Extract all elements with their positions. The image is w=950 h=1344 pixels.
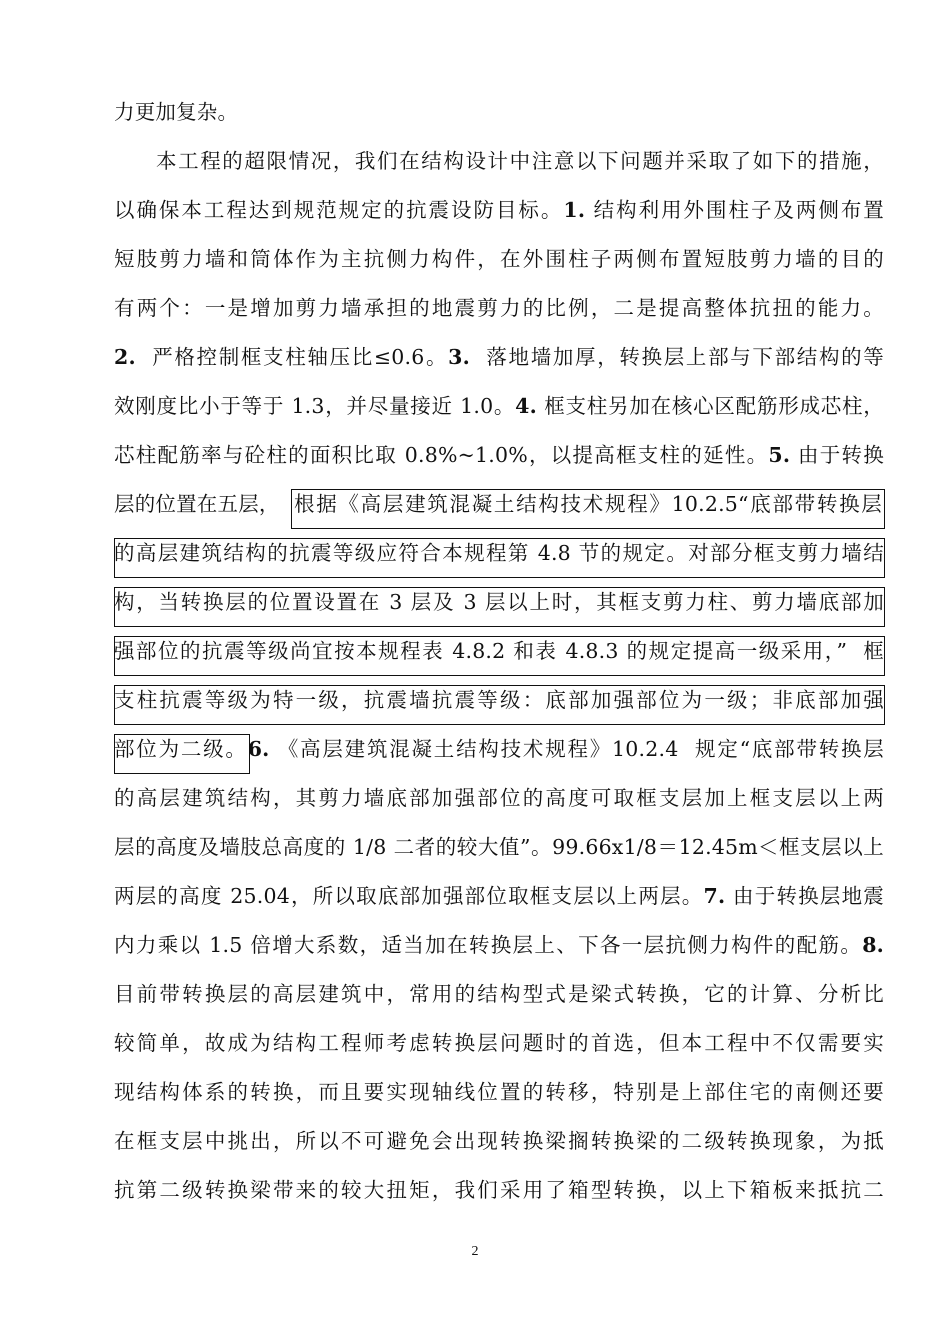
- text-line: [114, 533, 884, 573]
- text-segment: 本工程的超限情况，我们在结构设计中注意以下问题并采取了如下的措施，: [156, 149, 884, 173]
- list-number: 1.: [563, 198, 586, 222]
- text-segment: 层的高度及墙肢总高度的 1/8 二者的较大值”。99.66x1/8＝12.45m＜框支层以上: [114, 835, 884, 859]
- text-segment: 芯柱配筋率与砼柱的面积比取 0.8%~1.0%，以提高框支柱的延性。: [114, 443, 769, 467]
- quote-text: 构，当转换层的位置设置在 3 层及 3 层以上时，其框支剪力柱、剪力墙底部加: [114, 590, 884, 614]
- text-line: [114, 631, 884, 671]
- text-segment: 由于转换层地震: [725, 884, 885, 908]
- text-line: [114, 435, 884, 475]
- text-line: [114, 680, 884, 720]
- text-segment: 在框支层中挑出，所以不可避免会出现转换梁搁转换梁的二级转换现象，为抵: [114, 1129, 884, 1153]
- text-segment: 《高层建筑混凝土结构技术规程》10.2.4 规定“底部带转换层: [269, 737, 884, 761]
- list-number: 5.: [768, 443, 791, 467]
- text-segment: 严格控制框支柱轴压比≤0.6。: [135, 345, 449, 369]
- text-segment: 现结构体系的转换，而且要实现轴线位置的转移，特别是上部住宅的南侧还要: [114, 1080, 884, 1104]
- text-segment: 结构利用外围柱子及两侧布置: [585, 198, 884, 222]
- text-segment: 效刚度比小于等于 1.3，并尽量接近 1.0。: [114, 394, 516, 418]
- text-segment: 抗第二级转换梁带来的较大扭矩，我们采用了箱型转换，以上下箱板来抵抗二: [114, 1178, 884, 1202]
- quote-text: 的高层建筑结构的抗震等级应符合本规程第 4.8 节的规定。对部分框支剪力墙结: [114, 541, 884, 565]
- quote-text: 强部位的抗震等级尚宜按本规程表 4.8.2 和表 4.8.3 的规定提高一级采用，” 框: [114, 639, 884, 663]
- text-line: [114, 92, 884, 132]
- text-line: [114, 582, 884, 622]
- text-segment: 框支柱另加在核心区配筋形成芯柱，: [536, 394, 884, 418]
- list-number: 3.: [448, 345, 470, 369]
- page-number: 2: [471, 1244, 479, 1259]
- text-segment: 两层的高度 25.04，所以取底部加强部位取框支层以上两层。: [114, 884, 704, 908]
- text-line: [114, 190, 884, 230]
- text-segment: 短肢剪力墙和筒体作为主抗侧力构件，在外围柱子两侧布置短肢剪力墙的目的: [114, 247, 884, 271]
- text-segment: 的高层建筑结构，其剪力墙底部加强部位的高度可取框支层加上框支层以上两: [114, 786, 884, 810]
- text-line: [114, 337, 884, 377]
- text-segment: 有两个：一是增加剪力墙承担的地震剪力的比例，二是提高整体抗扭的能力。: [114, 296, 884, 320]
- text-line: [114, 484, 884, 524]
- text-segment: 较简单，故成为结构工程师考虑转换层问题时的首选，但本工程中不仅需要实: [114, 1031, 884, 1055]
- text-line: [114, 876, 884, 916]
- text-line: [114, 1023, 884, 1063]
- text-line: [114, 778, 884, 818]
- text-line: [114, 925, 884, 965]
- list-number: 4.: [515, 394, 537, 418]
- text-line: [114, 288, 884, 328]
- text-segment: 力更加复杂。: [114, 100, 239, 124]
- text-line: [114, 974, 884, 1014]
- list-number: 8.: [862, 933, 884, 957]
- list-number: 6.: [247, 737, 270, 761]
- text-line: [114, 239, 884, 279]
- text-line: [114, 827, 884, 867]
- text-line: [156, 141, 884, 181]
- quote-text: 部位为二级。: [114, 737, 248, 761]
- text-line: [114, 1121, 884, 1161]
- text-segment: 落地墙加厚，转换层上部与下部结构的等: [469, 345, 884, 369]
- text-segment: 内力乘以 1.5 倍增大系数，适当加在转换层上、下各一层抗侧力构件的配筋。: [114, 933, 863, 957]
- text-segment: 由于转换: [790, 443, 884, 467]
- text-line: [114, 386, 884, 426]
- text-segment: 以确保本工程达到规范规定的抗震设防目标。: [114, 198, 564, 222]
- text-segment: 目前带转换层的高层建筑中，常用的结构型式是梁式转换，它的计算、分析比: [114, 982, 884, 1006]
- text-line: [114, 729, 884, 769]
- quote-text: 支柱抗震等级为特一级，抗震墙抗震等级：底部加强部位为一级；非底部加强: [114, 688, 884, 712]
- text-line: [114, 1170, 884, 1210]
- list-number: 2.: [114, 345, 136, 369]
- text-line: [114, 1072, 884, 1112]
- quote-text: 根据《高层建筑混凝土结构技术规程》10.2.5“底部带转换层: [294, 492, 882, 516]
- list-number: 7.: [703, 884, 726, 908]
- text-segment: 层的位置在五层，: [114, 492, 280, 516]
